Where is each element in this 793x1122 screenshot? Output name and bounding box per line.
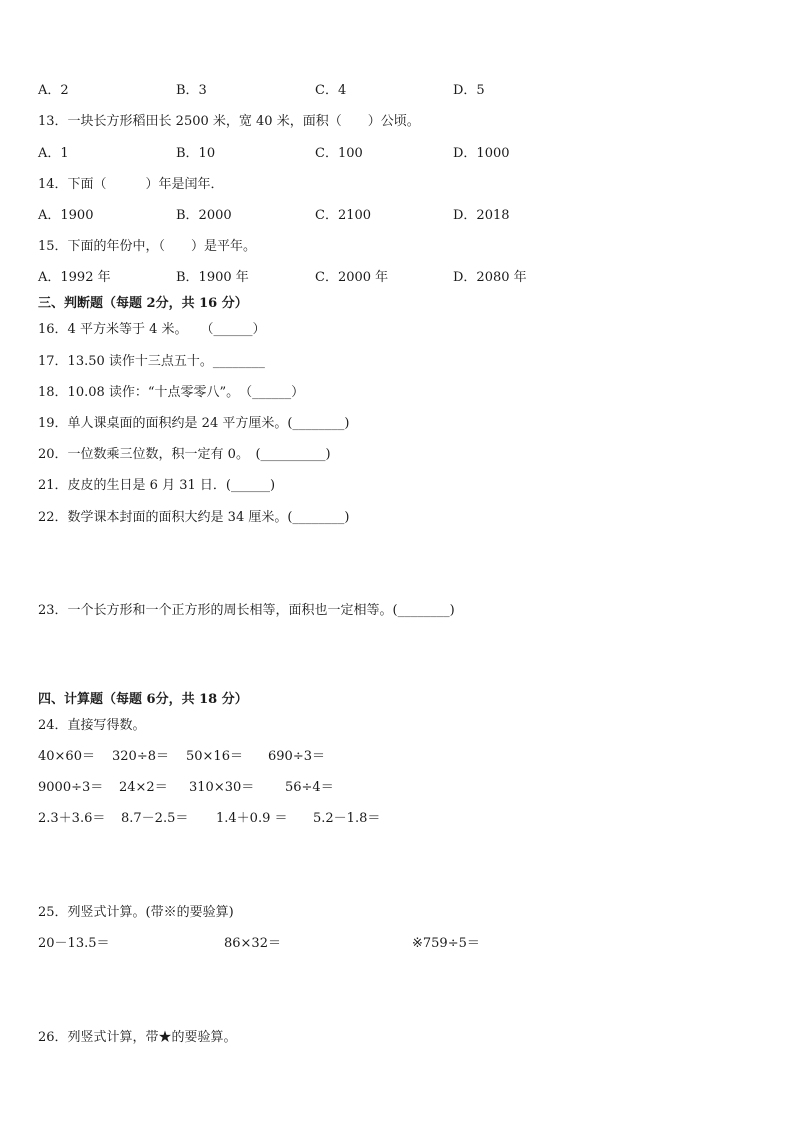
q14-option-a: A．1900: [38, 208, 94, 223]
q22: 22．数学课本封面的面积大约是 34 厘米。(________): [38, 510, 350, 525]
q24-r2-c2: 24×2＝: [119, 780, 168, 795]
q26-stem: 26．列竖式计算，带★的要验算。: [38, 1030, 237, 1045]
q17: 17．13.50 读作十三点五十。________: [38, 354, 265, 369]
q24-r3-c3: 1.4＋0.9 ＝: [216, 811, 288, 826]
q24-r2-c1: 9000÷3＝: [38, 780, 104, 795]
q25-item-2: 86×32＝: [224, 936, 281, 951]
q24-r2-c3: 310×30＝: [189, 780, 255, 795]
q13-option-c: C．100: [315, 146, 363, 161]
q15-option-d: D．2080 年: [453, 270, 527, 285]
q24-r3-c2: 8.7－2.5＝: [121, 811, 189, 826]
section3-title: 三、判断题（每题 2分，共 16 分）: [38, 296, 248, 311]
q13-stem: 13．一块长方形稻田长 2500 米，宽 40 米，面积（ ）公顷。: [38, 114, 420, 129]
q25-stem: 25．列竖式计算。(带※的要验算): [38, 905, 234, 920]
q25-item-3: ※759÷5＝: [412, 936, 480, 951]
q15-option-b: B．1900 年: [176, 270, 249, 285]
q24-r1-c1: 40×60＝: [38, 749, 95, 764]
q14-stem: 14．下面（ ）年是闰年．: [38, 177, 224, 192]
q14-option-b: B．2000: [176, 208, 232, 223]
q24-r2-c4: 56÷4＝: [285, 780, 334, 795]
q25-item-1: 20－13.5＝: [38, 936, 110, 951]
q14-option-d: D．2018: [453, 208, 510, 223]
q12-option-b: B．3: [176, 83, 207, 98]
q24-r1-c2: 320÷8＝: [112, 749, 169, 764]
q21: 21．皮皮的生日是 6 月 31 日．(______): [38, 478, 276, 493]
q12-option-c: C．4: [315, 83, 347, 98]
q15-option-c: C．2000 年: [315, 270, 389, 285]
q13-option-b: B．10: [176, 146, 216, 161]
q20: 20．一位数乘三位数，积一定有 0。 (__________): [38, 447, 331, 462]
q12-option-a: A．2: [38, 83, 69, 98]
section4-title: 四、计算题（每题 6分，共 18 分）: [38, 692, 248, 707]
q24-r1-c4: 690÷3＝: [268, 749, 325, 764]
q24-r1-c3: 50×16＝: [186, 749, 243, 764]
q18: 18．10.08 读作：“十点零零八”。 （______）: [38, 385, 305, 400]
q24-r3-c4: 5.2－1.8＝: [313, 811, 381, 826]
q24-stem: 24．直接写得数。: [38, 718, 146, 733]
q12-option-d: D．5: [453, 83, 485, 98]
q13-option-d: D．1000: [453, 146, 510, 161]
q16: 16．4 平方米等于 4 米。 （______）: [38, 322, 266, 337]
q24-r3-c1: 2.3＋3.6＝: [38, 811, 106, 826]
q19: 19．单人课桌面的面积约是 24 平方厘米。(________): [38, 416, 350, 431]
q14-option-c: C．2100: [315, 208, 372, 223]
q15-stem: 15．下面的年份中，（ ）是平年。: [38, 239, 257, 254]
q15-option-a: A．1992 年: [38, 270, 111, 285]
q13-option-a: A．1: [38, 146, 69, 161]
q23: 23．一个长方形和一个正方形的周长相等，面积也一定相等。(________): [38, 603, 455, 618]
